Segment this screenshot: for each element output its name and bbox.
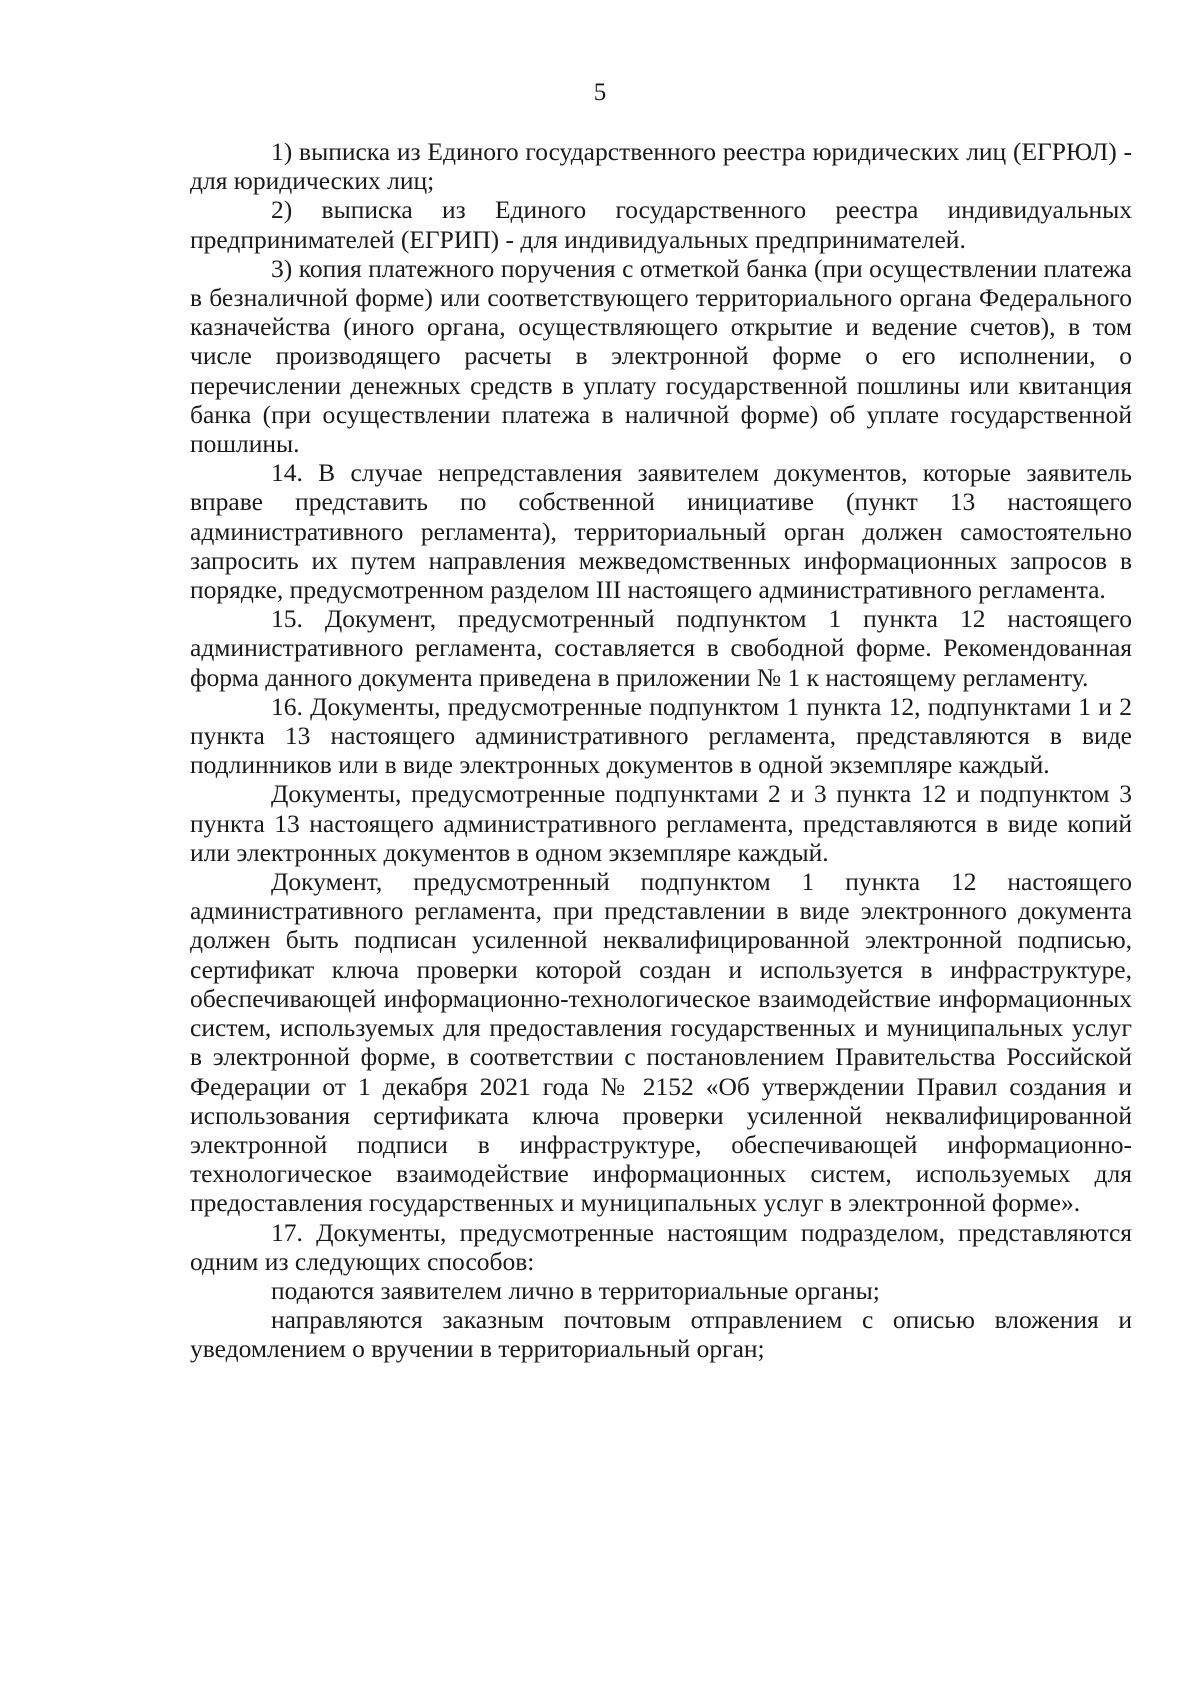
- paragraph-item-16-copies: Документы, предусмотренные подпунктами 2 и 3 пункта 12 и подпунктом 3 пункта 13 настоящего административного регламента, представляются в виде копий или электронных документов в одном экземпляре каждый.: [190, 779, 1132, 867]
- paragraph-egrul-extract: 1) выписка из Единого государственного реестра юридических лиц (ЕГРЮЛ) - для юридических лиц;: [190, 137, 1132, 196]
- paragraph-item-14: 14. В случае непредставления заявителем документов, которые заявитель вправе представить по собственной инициативе (пункт 13 настоящего административного регламента), территориальный орган должен самостоятельно запросить их путем направления межведомственных информационных запросов в порядке, предусмотренном разделом III настоящего административного регламента.: [190, 458, 1132, 605]
- paragraph-submission-in-person: подаются заявителем лично в территориальные органы;: [271, 1275, 880, 1305]
- paragraph-egrip-extract: 2) выписка из Единого государственного реестра индивидуальных предпринимателей (ЕГРИП) - для индивидуальных предпринимателей.: [190, 195, 1132, 254]
- paragraph-item-15: 15. Документ, предусмотренный подпунктом 1 пункта 12 настоящего административного регламента, составляется в свободной форме. Рекомендованная форма данного документа приведена в приложении № 1 к настоящему регламенту.: [190, 604, 1132, 692]
- page-number: 5: [593, 79, 607, 106]
- paragraph-submission-by-mail: направляются заказным почтовым отправлением с описью вложения и уведомлением о вручении в территориальный орган;: [190, 1305, 1132, 1364]
- paragraph-item-16: 16. Документы, предусмотренные подпунктом 1 пункта 12, подпунктами 1 и 2 пункта 13 настоящего административного регламента, представляются в виде подлинников или в виде электронных документов в одной экземпляре каждый.: [190, 691, 1132, 780]
- document-body: [190, 137, 1132, 1364]
- paragraph-item-16-electronic-signature: Документ, предусмотренный подпунктом 1 пункта 12 настоящего административного регламента, при представлении в виде электронного документа должен быть подписан усиленной неквалифицированной электронной подписью, сертификат ключа проверки которой создан и используется в инфраструктуре, обеспечивающей информационно-технологическое взаимодействие информационных систем, используемых для предоставления государственных и муниципальных услуг в электронной форме, в соответствии с постановлением Правительства Российской Федерации от 1 декабря 2021 года № 2152 «Об утверждении Правил создания и использования сертификата ключа проверки усиленной неквалифицированной электронной подписи в инфраструктуре, обеспечивающей информационно-технологическое взаимодействие информационных систем, используемых для предоставления государственных и муниципальных услуг в электронной форме».: [190, 867, 1132, 1218]
- paragraph-payment-order-copy: 3) копия платежного поручения с отметкой банка (при осуществлении платежа в безналичной форме) или соответствующего территориального органа Федерального казначейства (иного органа, осуществляющего открытие и ведение счетов), в том числе производящего расчеты в электронной форме о его исполнении, о перечислении денежных средств в уплату государственной пошлины или квитанция банка (при осуществлении платежа в наличной форме) об уплате государственной пошлины.: [190, 253, 1132, 459]
- paragraph-item-17: 17. Документы, предусмотренные настоящим подразделом, представляются одним из следующих способов:: [190, 1217, 1132, 1276]
